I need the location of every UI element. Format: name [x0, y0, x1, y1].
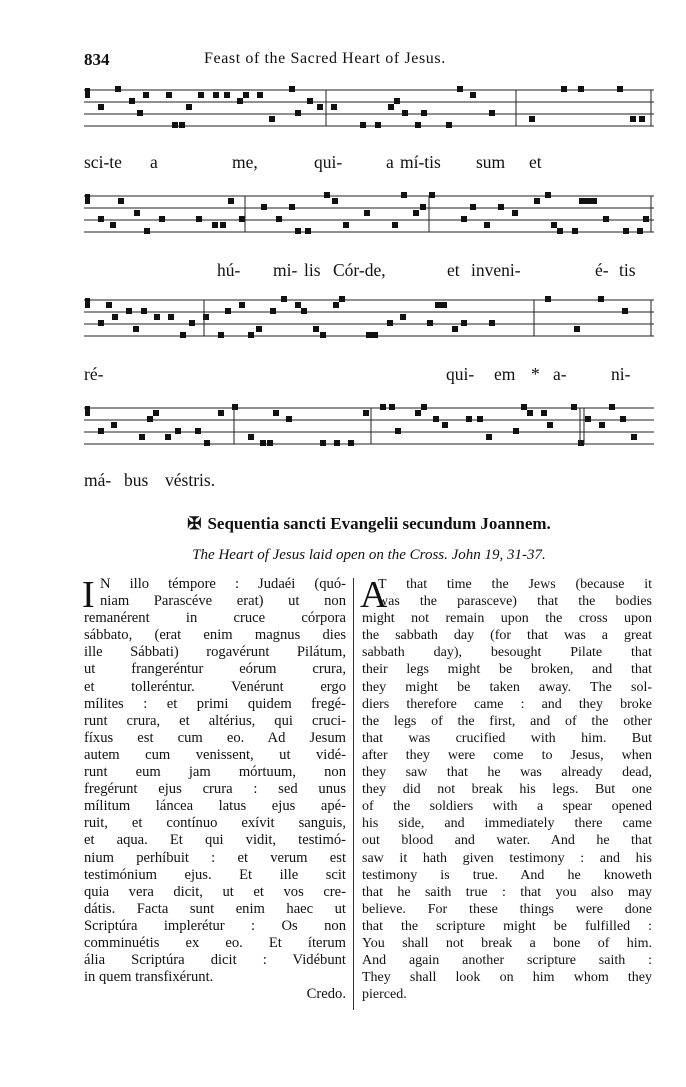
running-title: Feast of the Sacred Heart of Jesus. [204, 50, 446, 67]
text-line: runt eum jam mórtuum, non [84, 764, 346, 781]
neume-note [186, 104, 192, 110]
text-line: remanérent in cruce córpora [84, 610, 346, 627]
neume-note [204, 440, 210, 446]
neume-note [446, 122, 452, 128]
neume-note [324, 192, 330, 198]
music-staff [84, 188, 654, 252]
neume-note [609, 404, 615, 410]
neume-note [180, 332, 186, 338]
neume-note [273, 410, 279, 416]
neume-note [372, 332, 378, 338]
neume-note [270, 308, 276, 314]
neume-note [643, 216, 649, 222]
neume-note [218, 332, 224, 338]
neume-note [168, 314, 174, 320]
sequence-title-text: Sequentia sancti Evangelii secundum Joannem. [207, 514, 551, 533]
english-dropcap: A [360, 574, 388, 616]
lyric-syllable: qui- [446, 364, 475, 384]
neume-note [98, 216, 104, 222]
clef-mark [85, 194, 90, 204]
neume-note [289, 204, 295, 210]
neume-note [380, 404, 386, 410]
neume-note [598, 296, 604, 302]
neume-note [269, 116, 275, 122]
text-line: testimony is true. And he knoweth [362, 867, 652, 883]
neume-note [141, 308, 147, 314]
neume-note [166, 92, 172, 98]
neume-note [457, 86, 463, 92]
neume-note [115, 86, 121, 92]
neume-note [175, 428, 181, 434]
neume-note [603, 216, 609, 222]
neume-note [317, 104, 323, 110]
neume-note [195, 428, 201, 434]
neume-note [281, 296, 287, 302]
text-line: et tolleréntur. Venérunt ergo [84, 678, 346, 695]
text-line: ille Sábbati) rogavérunt Pilátum, [84, 644, 346, 661]
neume-note [578, 86, 584, 92]
neume-note [415, 410, 421, 416]
text-line: fíxus est cum eo. Ad Jesum [84, 729, 346, 746]
text-line: nium perhíbuit : et verum est [84, 849, 346, 866]
text-line: that was crucified with him. But [362, 730, 652, 746]
neume-note [139, 434, 145, 440]
text-line: they saw that he was already dead, [362, 765, 652, 781]
neume-note [433, 416, 439, 422]
neume-note [232, 404, 238, 410]
neume-note [623, 228, 629, 234]
neume-note [421, 404, 427, 410]
english-column [362, 576, 652, 1003]
neume-note [189, 320, 195, 326]
neume-note [129, 98, 135, 104]
text-line: dátis. Facta sunt enim haec ut [84, 900, 346, 917]
neume-note [521, 404, 527, 410]
neume-note [248, 434, 254, 440]
neume-note [591, 198, 597, 204]
neume-note [631, 434, 637, 440]
text-line: testimónium ejus. Et ille scit [84, 866, 346, 883]
neume-note [213, 92, 219, 98]
neume-note [339, 296, 345, 302]
text-line: they did not break his legs. But one [362, 782, 652, 798]
neume-note [261, 204, 267, 210]
neume-note [118, 198, 124, 204]
neume-note [301, 308, 307, 314]
neume-note [112, 314, 118, 320]
neume-note [534, 198, 540, 204]
neume-note [228, 198, 234, 204]
neume-note [243, 92, 249, 98]
neume-note [486, 434, 492, 440]
text-line: after they were come to Jesus, when [362, 747, 652, 763]
text-line: They shall look on him whom they [362, 970, 652, 986]
lyric-syllable: sum [476, 152, 506, 172]
lyric-syllable: a [150, 152, 158, 172]
neume-note [429, 192, 435, 198]
text-line: Scriptúra implerétur : Os non [84, 917, 346, 934]
neume-note [320, 440, 326, 446]
neume-note [225, 308, 231, 314]
neume-note [401, 192, 407, 198]
clef-mark [85, 406, 90, 416]
neume-note [400, 314, 406, 320]
neume-note [165, 434, 171, 440]
neume-note [137, 110, 143, 116]
neume-note [366, 332, 372, 338]
neume-note [387, 320, 393, 326]
text-line: was the parasceve) that the bodies [378, 594, 652, 610]
page-header [84, 50, 652, 72]
neume-note [98, 104, 104, 110]
neume-note [98, 428, 104, 434]
neume-note [394, 98, 400, 104]
lyric-syllable: a [386, 152, 394, 172]
neume-note [305, 228, 311, 234]
neume-note [295, 110, 301, 116]
text-line: quia vera dicit, ut et vos cre- [84, 883, 346, 900]
text-line: fregérunt ejus crura : sed unus [84, 781, 346, 798]
text-line: pierced. [362, 987, 407, 1003]
neume-note [466, 416, 472, 422]
neume-note [622, 308, 628, 314]
neume-note [541, 410, 547, 416]
neume-note [364, 210, 370, 216]
page-number: 834 [84, 50, 110, 69]
neume-note [153, 410, 159, 416]
text-line: mílitum láncea latus ejus apé- [84, 798, 346, 815]
neume-note [224, 92, 230, 98]
neume-note [527, 410, 533, 416]
text-line: N illo témpore : Judaéi (quó- [100, 576, 346, 592]
text-line: et aqua. Et qui vidit, testimó- [84, 832, 346, 849]
neume-note [260, 440, 266, 446]
lyric-syllable: sci-te [84, 152, 122, 172]
lyric-line [84, 152, 654, 178]
text-line: ruit, et contínuo exívit sanguis, [84, 815, 346, 832]
neume-note [574, 326, 580, 332]
neume-note [295, 302, 301, 308]
text-line: niam Parascéve erat) ut non [100, 593, 346, 610]
neume-note [470, 204, 476, 210]
neume-note [307, 98, 313, 104]
neume-note [334, 440, 340, 446]
neume-note [360, 122, 366, 128]
lyric-syllable: mí-tis [400, 152, 441, 172]
neume-note [147, 416, 153, 422]
text-line: that the scripture might be fulfilled : [362, 918, 652, 934]
text-line: And again another scripture saith : [362, 953, 652, 969]
neume-note [133, 326, 139, 332]
text-line: mílites : et primi quidem fregé- [84, 695, 346, 712]
neume-note [395, 428, 401, 434]
neume-note [289, 86, 295, 92]
neume-note [484, 222, 490, 228]
neume-note [557, 228, 563, 234]
text-line: they might be taken away. The sol- [362, 679, 652, 695]
text-line: that he saith true : that you also may [362, 884, 652, 900]
neume-note [421, 110, 427, 116]
neume-note [257, 92, 263, 98]
neume-note [529, 116, 535, 122]
neume-note [218, 410, 224, 416]
text-line: the legs of the first, and of the other [362, 713, 652, 729]
neume-note [220, 222, 226, 228]
neume-note [420, 204, 426, 210]
lyric-line [84, 364, 654, 390]
text-line: in quem transfixérunt. [84, 969, 214, 986]
neume-note [363, 410, 369, 416]
text-line: ália Scriptúra dicit : Vidébunt [84, 952, 346, 969]
lyric-syllable: mi- [273, 260, 298, 280]
text-line: autem cum venissent, ut vidé- [84, 746, 346, 763]
neume-note [561, 86, 567, 92]
sequence-subtitle: The Heart of Jesus laid open on the Cross. John 19, 31-37. [192, 547, 546, 563]
lyric-line [84, 470, 654, 496]
neume-note [375, 122, 381, 128]
neume-note [198, 92, 204, 98]
neume-note [620, 416, 626, 422]
lyric-syllable: me, [232, 152, 258, 172]
neume-note [154, 314, 160, 320]
neume-note [637, 228, 643, 234]
lyric-syllable: lis [304, 260, 321, 280]
neume-note [196, 216, 202, 222]
neume-note [442, 422, 448, 428]
latin-column [84, 576, 346, 1003]
neume-note [512, 210, 518, 216]
neume-note [639, 116, 645, 122]
neume-note [276, 216, 282, 222]
neume-note [179, 122, 185, 128]
neume-note [489, 110, 495, 116]
neume-note [267, 440, 273, 446]
neume-note [513, 428, 519, 434]
music-staff [84, 292, 654, 356]
neume-note [452, 326, 458, 332]
neume-note [126, 308, 132, 314]
text-line: out blood and water. And he that [362, 833, 652, 849]
neume-note [348, 440, 354, 446]
music-staff [84, 400, 654, 464]
neume-note [239, 216, 245, 222]
lyric-syllable: * [531, 364, 540, 384]
neume-note [599, 422, 605, 428]
text-line: diers therefore came : and they broke [362, 696, 652, 712]
lyric-syllable: qui- [314, 152, 343, 172]
neume-note [239, 302, 245, 308]
text-line: might not remain upon the cross upon [362, 611, 652, 627]
lyric-syllable: bus [124, 470, 149, 490]
neume-note [106, 302, 112, 308]
music-staff [84, 82, 654, 146]
neume-note [332, 198, 338, 204]
neume-note [256, 326, 262, 332]
text-line: the sabbath day (for that was a great [362, 628, 652, 644]
cross-icon: ✠ [187, 514, 202, 533]
clef-mark [85, 88, 90, 98]
neume-note [248, 332, 254, 338]
latin-dropcap: I [82, 574, 95, 616]
lyric-syllable: em [494, 364, 516, 384]
neume-note [392, 222, 398, 228]
neume-note [427, 320, 433, 326]
neume-note [413, 210, 419, 216]
lyric-line [84, 260, 654, 286]
neume-note [545, 192, 551, 198]
neume-note [477, 416, 483, 422]
text-line: believe. For these things were done [362, 901, 652, 917]
sequence-title [84, 514, 654, 534]
neume-note [461, 216, 467, 222]
text-line: saw it hath given testimony : and his [362, 850, 652, 866]
neume-note [489, 320, 495, 326]
neume-note [331, 104, 337, 110]
neume-note [286, 416, 292, 422]
lyric-syllable: má- [84, 470, 112, 490]
neume-note [159, 216, 165, 222]
neume-note [579, 198, 585, 204]
text-line: T that time the Jews (because it [378, 577, 652, 592]
neume-note [295, 228, 301, 234]
neume-note [333, 302, 339, 308]
text-line: his side, and immediately there came [362, 816, 652, 832]
text-line: their legs might be broken, and that [362, 662, 652, 678]
neume-note [415, 122, 421, 128]
neume-note [343, 222, 349, 228]
neume-note [585, 198, 591, 204]
neume-note [110, 222, 116, 228]
neume-note [585, 416, 591, 422]
neume-note [237, 98, 243, 104]
neume-note [389, 404, 395, 410]
lyric-syllable: et [529, 152, 542, 172]
lyric-syllable: tis [619, 260, 636, 280]
text-line: You shall not break a bone of him. [362, 935, 652, 951]
lyric-syllable: ni- [611, 364, 631, 384]
text-line: comminuétis ex eo. Et íterum [84, 934, 346, 951]
credo-label: Credo. [306, 986, 346, 1003]
lyric-syllable: é- [595, 260, 609, 280]
neume-note [461, 320, 467, 326]
neume-note [498, 204, 504, 210]
neume-note [402, 110, 408, 116]
neume-note [551, 222, 557, 228]
text-line: of the soldiers with a spear opened [362, 799, 652, 815]
lyric-syllable: Cór-de, [333, 260, 386, 280]
neume-note [545, 296, 551, 302]
lyric-syllable: hú- [217, 260, 241, 280]
neume-note [212, 222, 218, 228]
column-divider [353, 578, 354, 1010]
neume-note [571, 404, 577, 410]
neume-note [313, 326, 319, 332]
neume-note [320, 332, 326, 338]
neume-note [630, 116, 636, 122]
neume-note [578, 440, 584, 446]
neume-note [441, 302, 447, 308]
neume-note [172, 122, 178, 128]
neume-note [572, 228, 578, 234]
text-line: sabbath day), besought Pilate that [362, 645, 652, 661]
lyric-syllable: véstris. [165, 470, 216, 490]
neume-note [435, 302, 441, 308]
neume-note [617, 86, 623, 92]
text-line: ut frangeréntur eórum crura, [84, 661, 346, 678]
neume-note [134, 210, 140, 216]
lyric-syllable: inveni- [471, 260, 521, 280]
text-line: runt crura, et altérius, qui cruci- [84, 712, 346, 729]
neume-note [111, 422, 117, 428]
lyric-syllable: et [447, 260, 460, 280]
neume-note [470, 92, 476, 98]
lyric-syllable: ré- [84, 364, 104, 384]
neume-note [98, 320, 104, 326]
neume-note [143, 92, 149, 98]
clef-mark [85, 298, 90, 308]
neume-note [388, 104, 394, 110]
text-line: sábbato, (erat enim magnus dies [84, 627, 346, 644]
neume-note [144, 228, 150, 234]
lyric-syllable: a- [553, 364, 567, 384]
neume-note [547, 422, 553, 428]
